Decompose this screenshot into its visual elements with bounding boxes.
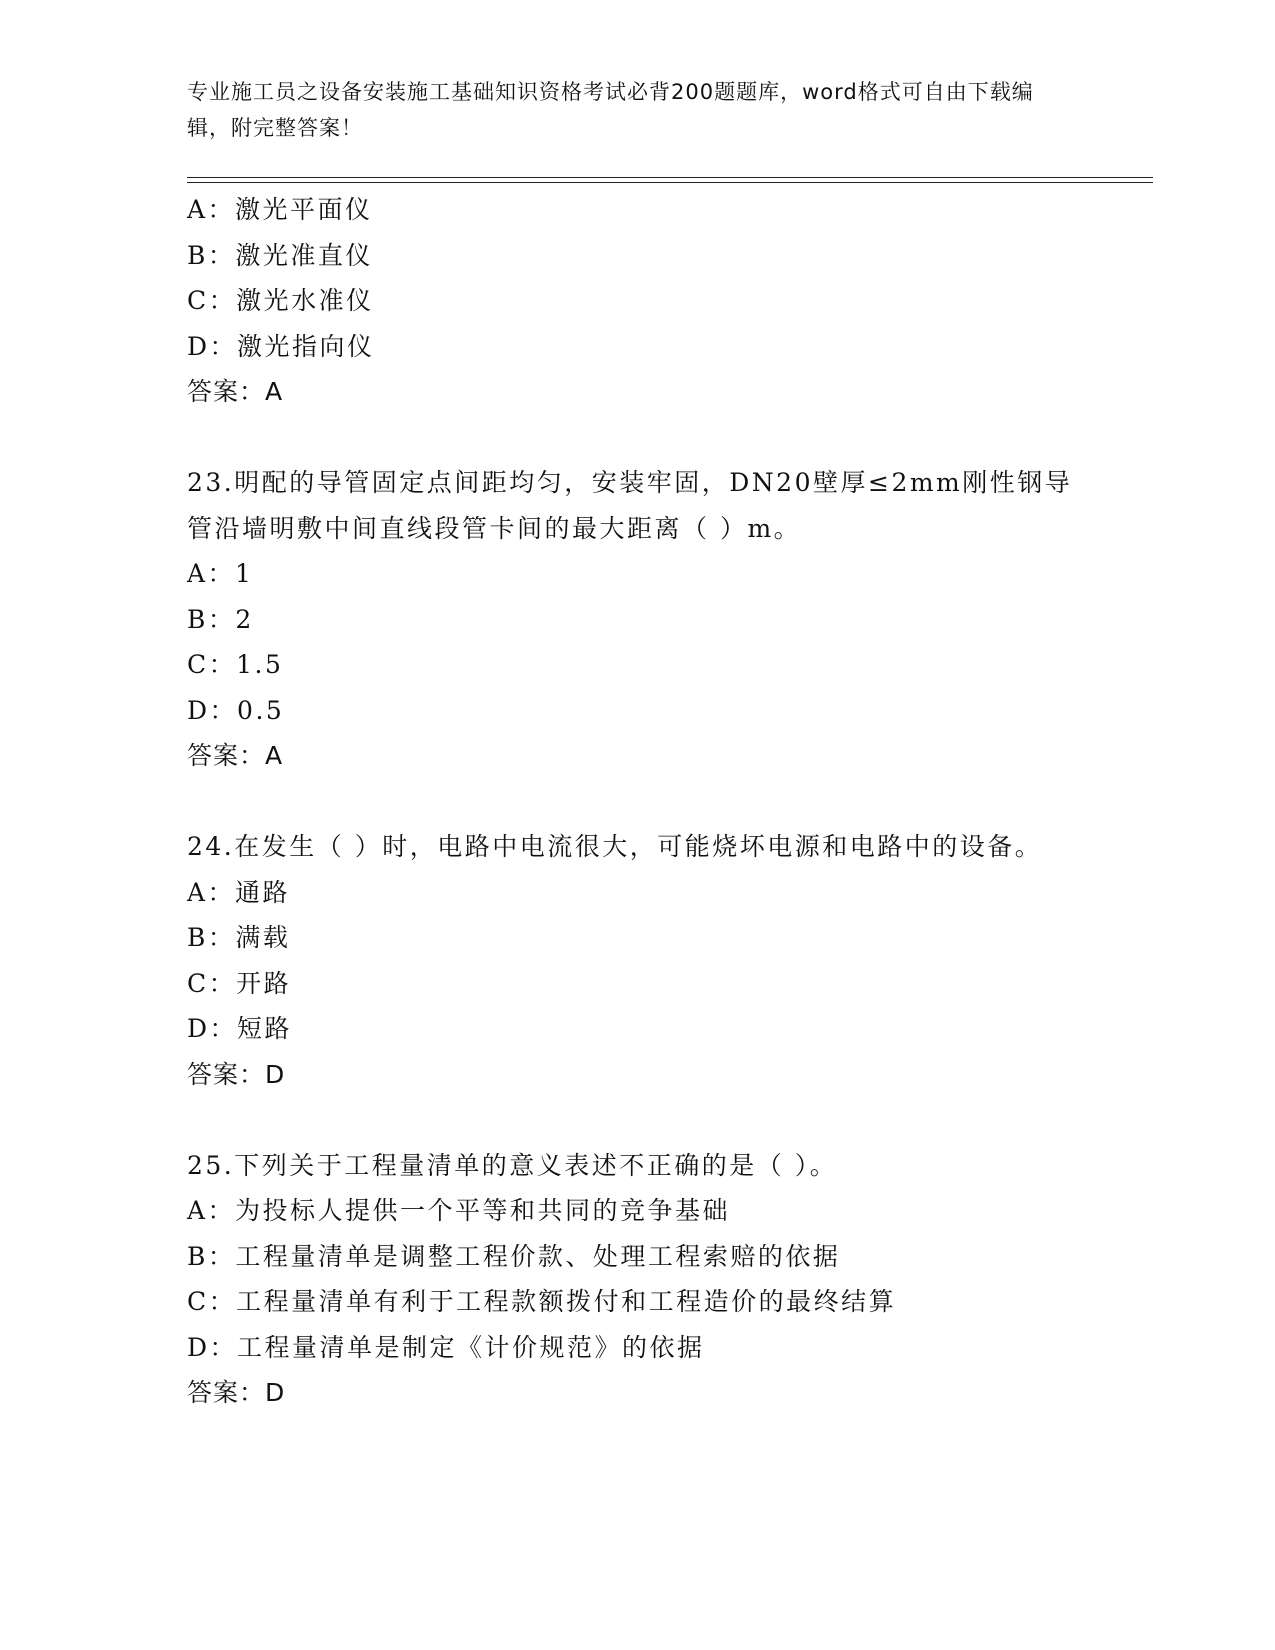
question-stem: 25.下列关于工程量清单的意义表述不正确的是（ ）。 [187, 1150, 838, 1180]
answer-label: 答案：A [187, 741, 284, 770]
question-stem: 23.明配的导管固定点间距均匀，安装牢固，DN20壁厚≤2mm刚性钢导管沿墙明敷中间直线段管卡间的最大距离（ ）m。 [187, 468, 1073, 543]
option-c: C：工程量清单有利于工程款额拨付和工程造价的最终结算 [187, 1287, 897, 1316]
header-divider-top [187, 177, 1153, 178]
option-d: D：短路 [187, 1014, 293, 1043]
option-b: B：满载 [187, 923, 291, 952]
spacer [187, 779, 1127, 825]
answer-label: 答案：D [187, 1059, 286, 1089]
option-d: D：0.5 [187, 695, 285, 725]
document-header: 专业施工员之设备安装施工基础知识资格考试必背200题题库，word格式可自由下载编辑，附完整答案！ [187, 80, 1034, 140]
option-b: B：2 [187, 604, 254, 634]
question-block-24 [187, 824, 1127, 1097]
option-a: A：为投标人提供一个平等和共同的竞争基础 [187, 1196, 731, 1225]
option-c: C：激光水准仪 [187, 286, 374, 315]
spacer [187, 1097, 1127, 1143]
option-a: A：通路 [187, 877, 291, 907]
option-b: B：激光准直仪 [187, 240, 373, 270]
option-c: C：1.5 [187, 650, 284, 679]
question-block-25 [187, 1143, 1127, 1416]
option-d: D：激光指向仪 [187, 331, 375, 361]
header-divider-bottom [187, 182, 1153, 183]
option-b: B：工程量清单是调整工程价款、处理工程索赔的依据 [187, 1241, 841, 1271]
option-d: D：工程量清单是制定《计价规范》的依据 [187, 1332, 705, 1362]
option-a: A：激光平面仪 [187, 195, 373, 224]
question-stem: 24.在发生（ ）时，电路中电流很大，可能烧坏电源和电路中的设备。 [187, 832, 1043, 861]
spacer [187, 415, 1127, 461]
option-c: C：开路 [187, 968, 292, 998]
answer-label: 答案：A [187, 377, 284, 406]
option-a: A：1 [187, 559, 254, 588]
answer-label: 答案：D [187, 1378, 286, 1407]
question-block-22 [187, 187, 1127, 415]
question-block-23 [187, 460, 1127, 779]
question-list [187, 187, 1127, 1416]
